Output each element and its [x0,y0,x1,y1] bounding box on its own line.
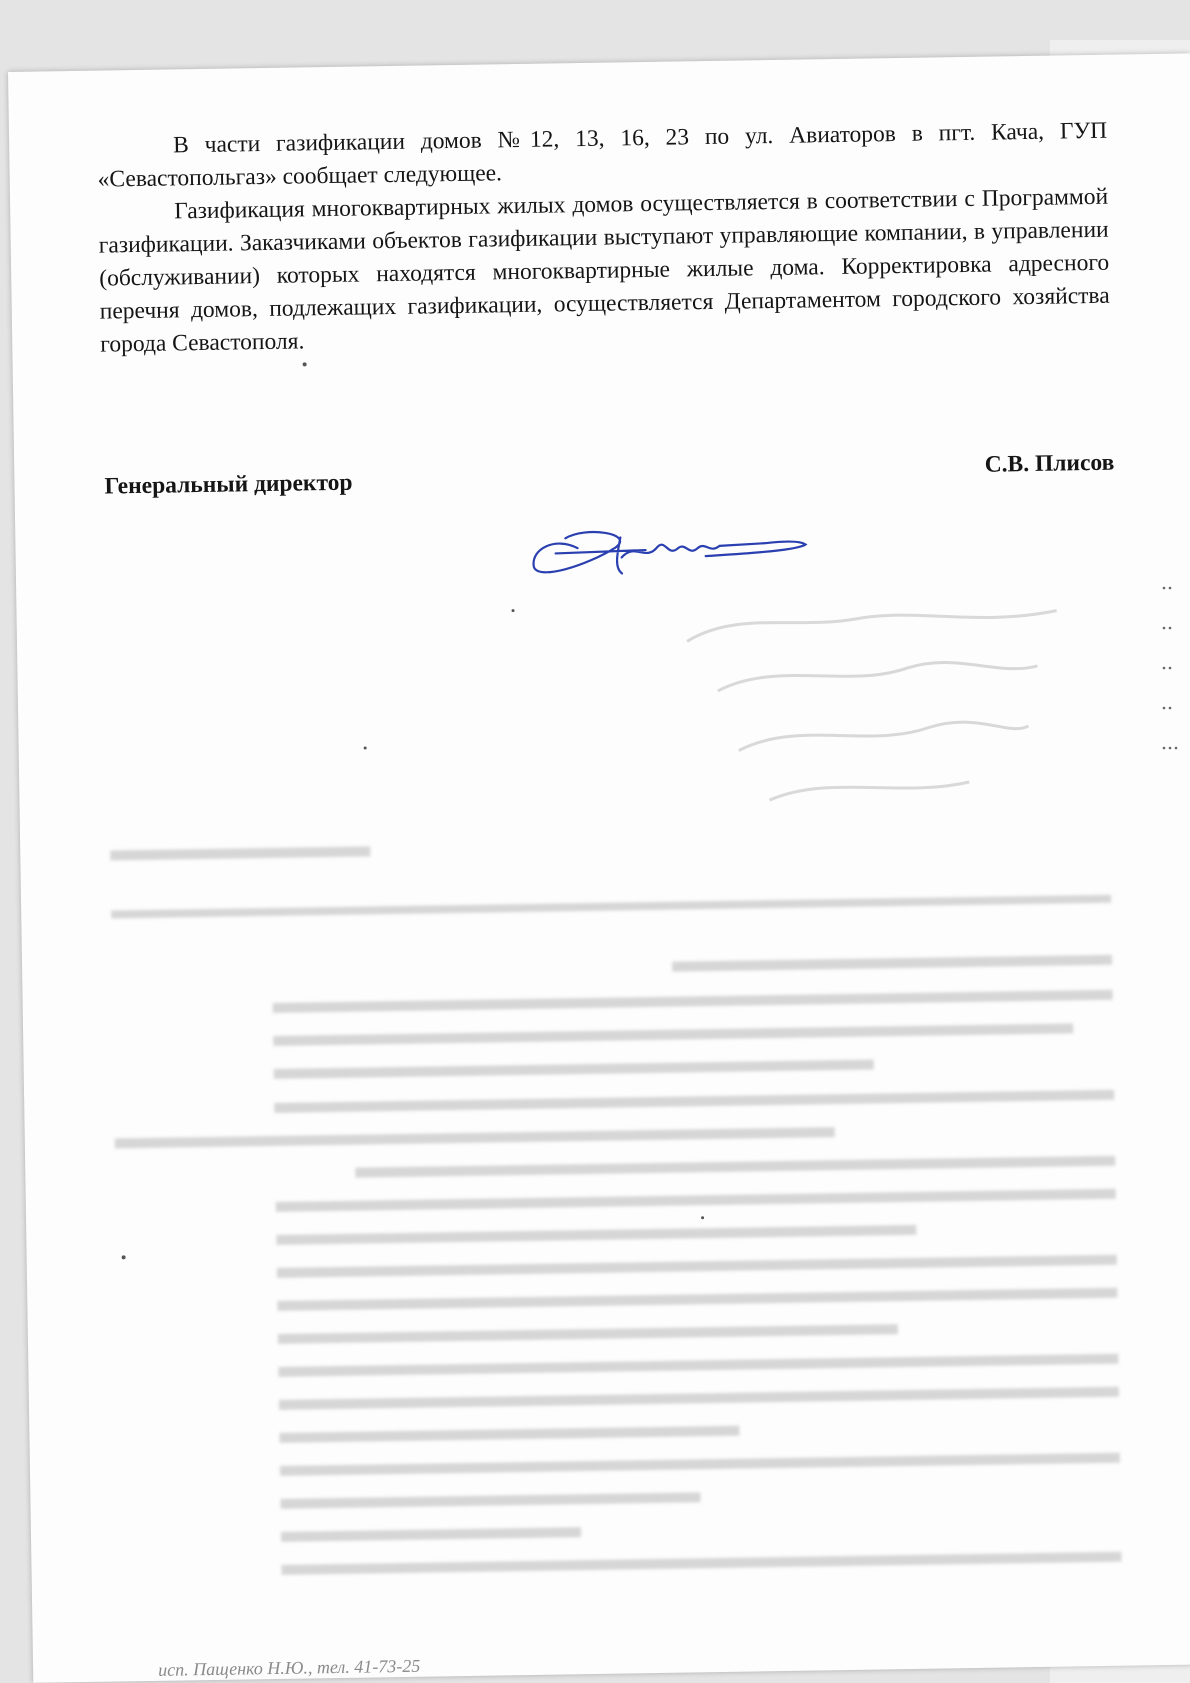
signatory-name: С.В. Плисов [984,449,1115,478]
executor-note: исп. Пащенко Н.Ю., тел. 41-73-25 [157,1655,421,1680]
bleed-through-lines [110,825,1132,1601]
scan-speck [701,1216,704,1219]
signature-row [104,450,1115,506]
paragraph-1: В части газификации домов №12, 13, 16, 23 по ул. Авиаторов в пгт. Кача, ГУП «Севастопольгаз» сообщает следующее. [97,117,1108,193]
paragraph-2: Газификация многоквартирных жилых домов осуществляется в соответствии с Программой газификации. Заказчиками объектов газификации выступают управляющие компании, в управлении (обслуживании) которых находятся многоквартирные жилые дома. Корректировка адресного перечня домов, подлежащих газификации, осуществляется Департаментом городского хозяйства города Севастополя. [98,183,1110,358]
scan-speck [364,746,367,749]
bleed-through-text [110,825,1132,1610]
document-page [8,53,1190,1682]
edge-dots [1160,580,1180,796]
edge-dots-graphic [1160,580,1180,780]
bleed-through-seal-icon [676,595,1100,862]
handwritten-signature [525,514,826,589]
signatory-title: Генеральный директор [104,469,353,500]
scan-speck [303,362,307,366]
letter-body [97,115,1111,362]
scan-speck [122,1255,126,1259]
scan-speck [511,609,514,612]
